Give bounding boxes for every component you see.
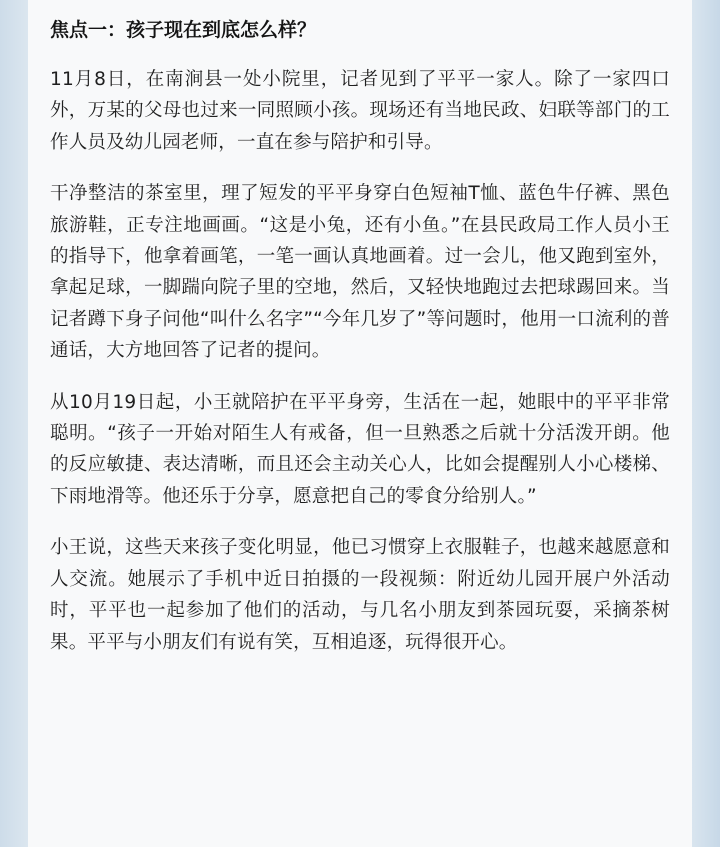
background-left [0, 0, 28, 847]
paragraph-2: 干净整洁的茶室里，理了短发的平平身穿白色短袖T恤、蓝色牛仔裤、黑色旅游鞋，正专注地画画。“这是小兔，还有小鱼。”在县民政局工作人员小王的指导下，他拿着画笔，一笔一画认真地画着。过一会儿，他又跑到室外，拿起足球，一脚踹向院子里的空地，然后，又轻快地跑过去把球踢回来。当记者蹲下身子问他“叫什么名字”“今年几岁了”等问题时，他用一口流利的普通话，大方地回答了记者的提问。 [50, 183, 670, 362]
section-heading: 焦点一：孩子现在到底怎么样？ [50, 19, 317, 41]
paragraph-3: 从10月19日起，小王就陪护在平平身旁，生活在一起，她眼中的平平非常聪明。“孩子一开始对陌生人有戒备，但一旦熟悉之后就十分活泼开朗。他的反应敏捷、表达清晰，而且还会主动关心人，比如会提醒别人小心楼梯、下雨地滑等。他还乐于分享，愿意把自己的零食分给别人。” [50, 391, 670, 507]
background-right [692, 0, 720, 847]
paragraph-1: 11月8日，在南涧县一处小院里，记者见到了平平一家人。除了一家四口外，万某的父母也过来一同照顾小孩。现场还有当地民政、妇联等部门的工作人员及幼儿园老师，一直在参与陪护和引导。 [50, 69, 670, 153]
paragraph-4: 小王说，这些天来孩子变化明显，他已习惯穿上衣服鞋子，也越来越愿意和人交流。她展示了手机中近日拍摄的一段视频：附近幼儿园开展户外活动时，平平也一起参加了他们的活动，与几名小朋友到茶园玩耍，采摘茶树果。平平与小朋友们有说有笑，互相追逐，玩得很开心。 [50, 537, 670, 653]
article-card [28, 0, 692, 847]
